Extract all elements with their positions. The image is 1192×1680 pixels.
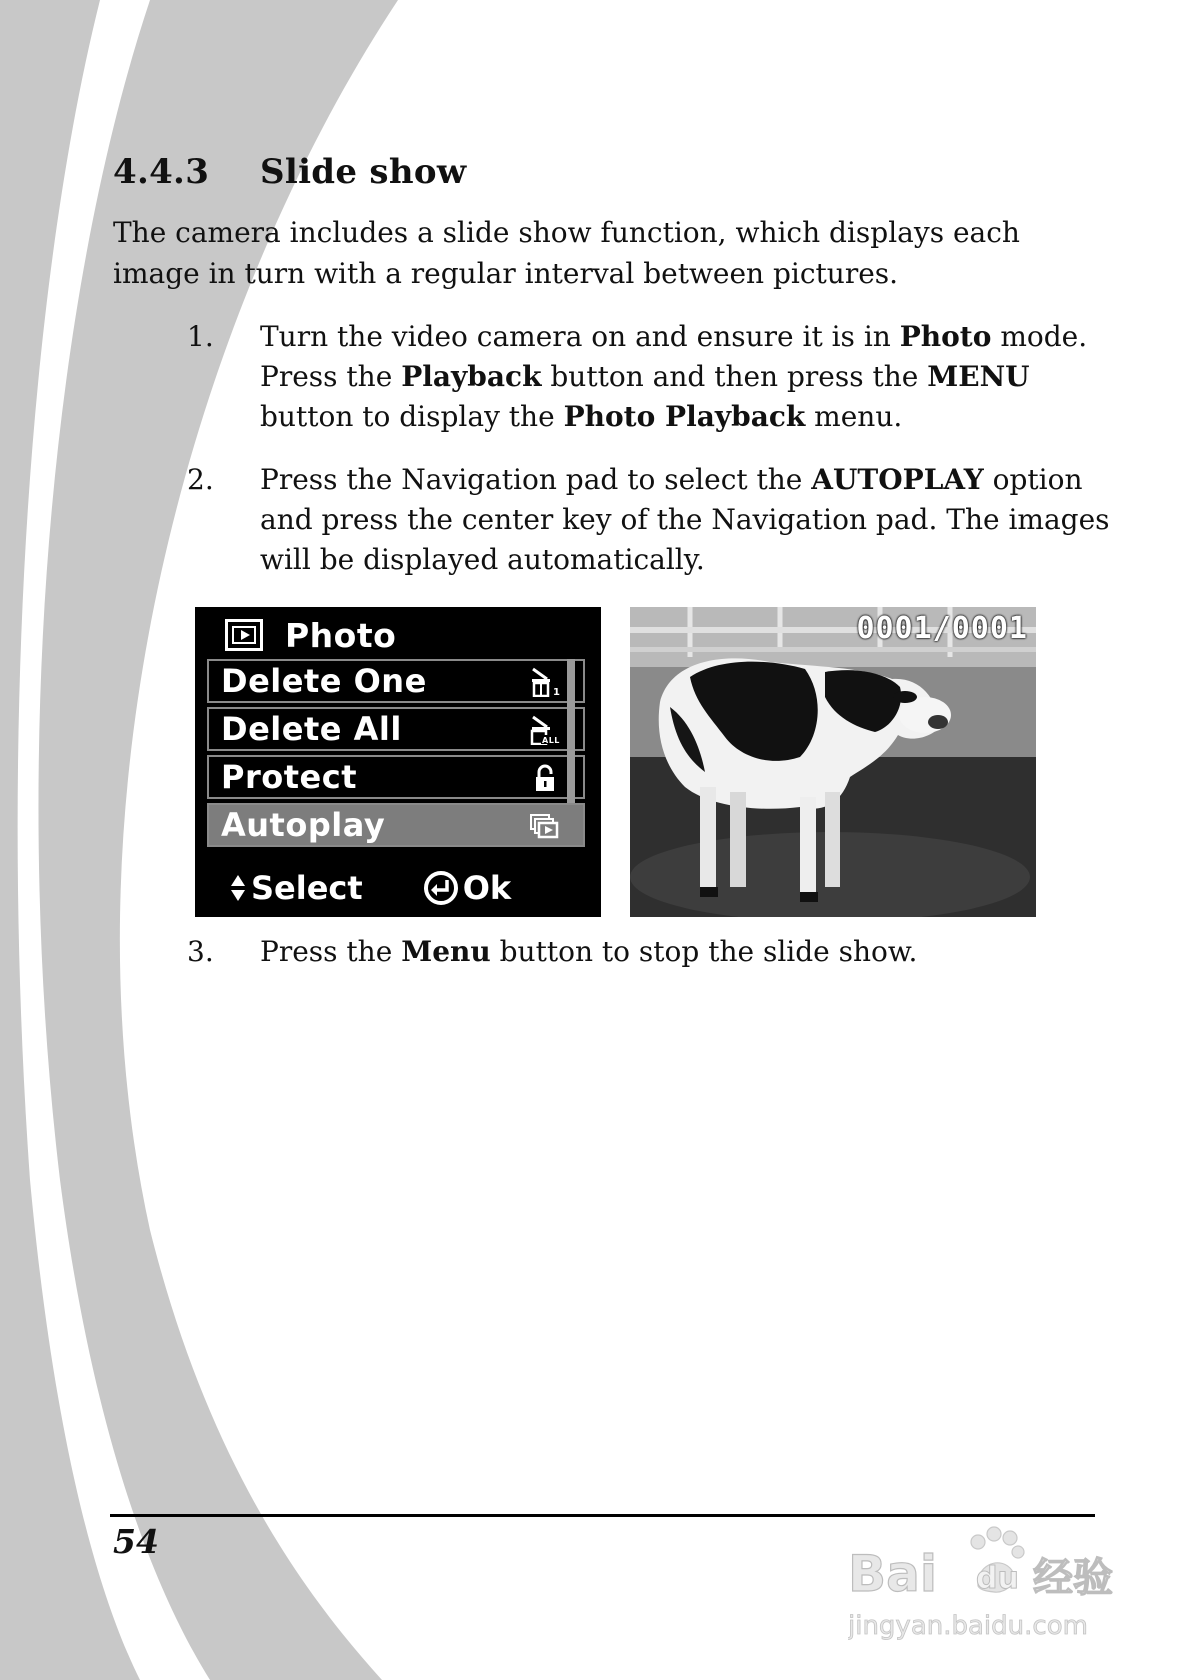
slideshow-icon	[529, 811, 561, 841]
menu-footer	[231, 869, 511, 907]
baidu-jingyan-watermark	[848, 1516, 1138, 1666]
step-text: Press the Navigation pad to select the AUTOPLAY option and press the center key of the Navigation pad. The images will be displayed automatically.	[260, 463, 1110, 576]
photo-playback-menu-screenshot	[195, 607, 601, 917]
ok-hint: Ok	[462, 869, 512, 907]
menu-item-protect: Protect	[207, 755, 585, 799]
svg-text:经验: 经验	[1033, 1555, 1113, 1601]
svg-text:1: 1	[553, 687, 561, 697]
menu-item-delete-one: Delete One 1	[207, 659, 585, 703]
svg-text:jingyan.baidu.com: jingyan.baidu.com	[848, 1611, 1088, 1641]
step-text: Press the Menu button to stop the slide show.	[260, 935, 918, 968]
menu-list	[207, 659, 585, 851]
section-number: 4.4.3	[113, 152, 210, 192]
select-hint: Select	[251, 869, 363, 907]
image-counter: 0001/0001	[856, 611, 1028, 646]
section-title: Slide show	[260, 152, 467, 192]
svg-text:du: du	[976, 1561, 1019, 1596]
step-number: 1.	[187, 320, 214, 353]
intro-paragraph: The camera includes a slide show function, which displays each image in turn with a regular interval between pictures.	[113, 216, 1020, 290]
cow-photo-preview	[630, 607, 1036, 917]
page-number: 54	[113, 1522, 159, 1561]
menu-title	[225, 615, 396, 655]
enter-icon	[423, 870, 459, 906]
cow-photo	[630, 607, 1036, 917]
menu-title-label: Photo	[285, 615, 397, 655]
menu-item-autoplay: Autoplay	[207, 803, 585, 847]
up-down-arrow-icon	[231, 875, 245, 901]
step-number: 3.	[187, 935, 214, 968]
step-text: Turn the video camera on and ensure it is in Photo mode. Press the Playback button and then press the MENU button to display the Photo Playback menu.	[260, 320, 1088, 433]
delete-all-icon	[529, 715, 561, 745]
delete-one-icon	[529, 667, 561, 697]
svg-text:Bai: Bai	[848, 1545, 937, 1603]
step-number: 2.	[187, 463, 214, 496]
playback-icon	[225, 619, 263, 651]
menu-item-delete-all: Delete All ALL	[207, 707, 585, 751]
section-heading	[113, 152, 466, 192]
menu-scrollbar	[567, 659, 575, 803]
lock-icon	[529, 763, 561, 793]
svg-text:ALL: ALL	[542, 736, 560, 745]
